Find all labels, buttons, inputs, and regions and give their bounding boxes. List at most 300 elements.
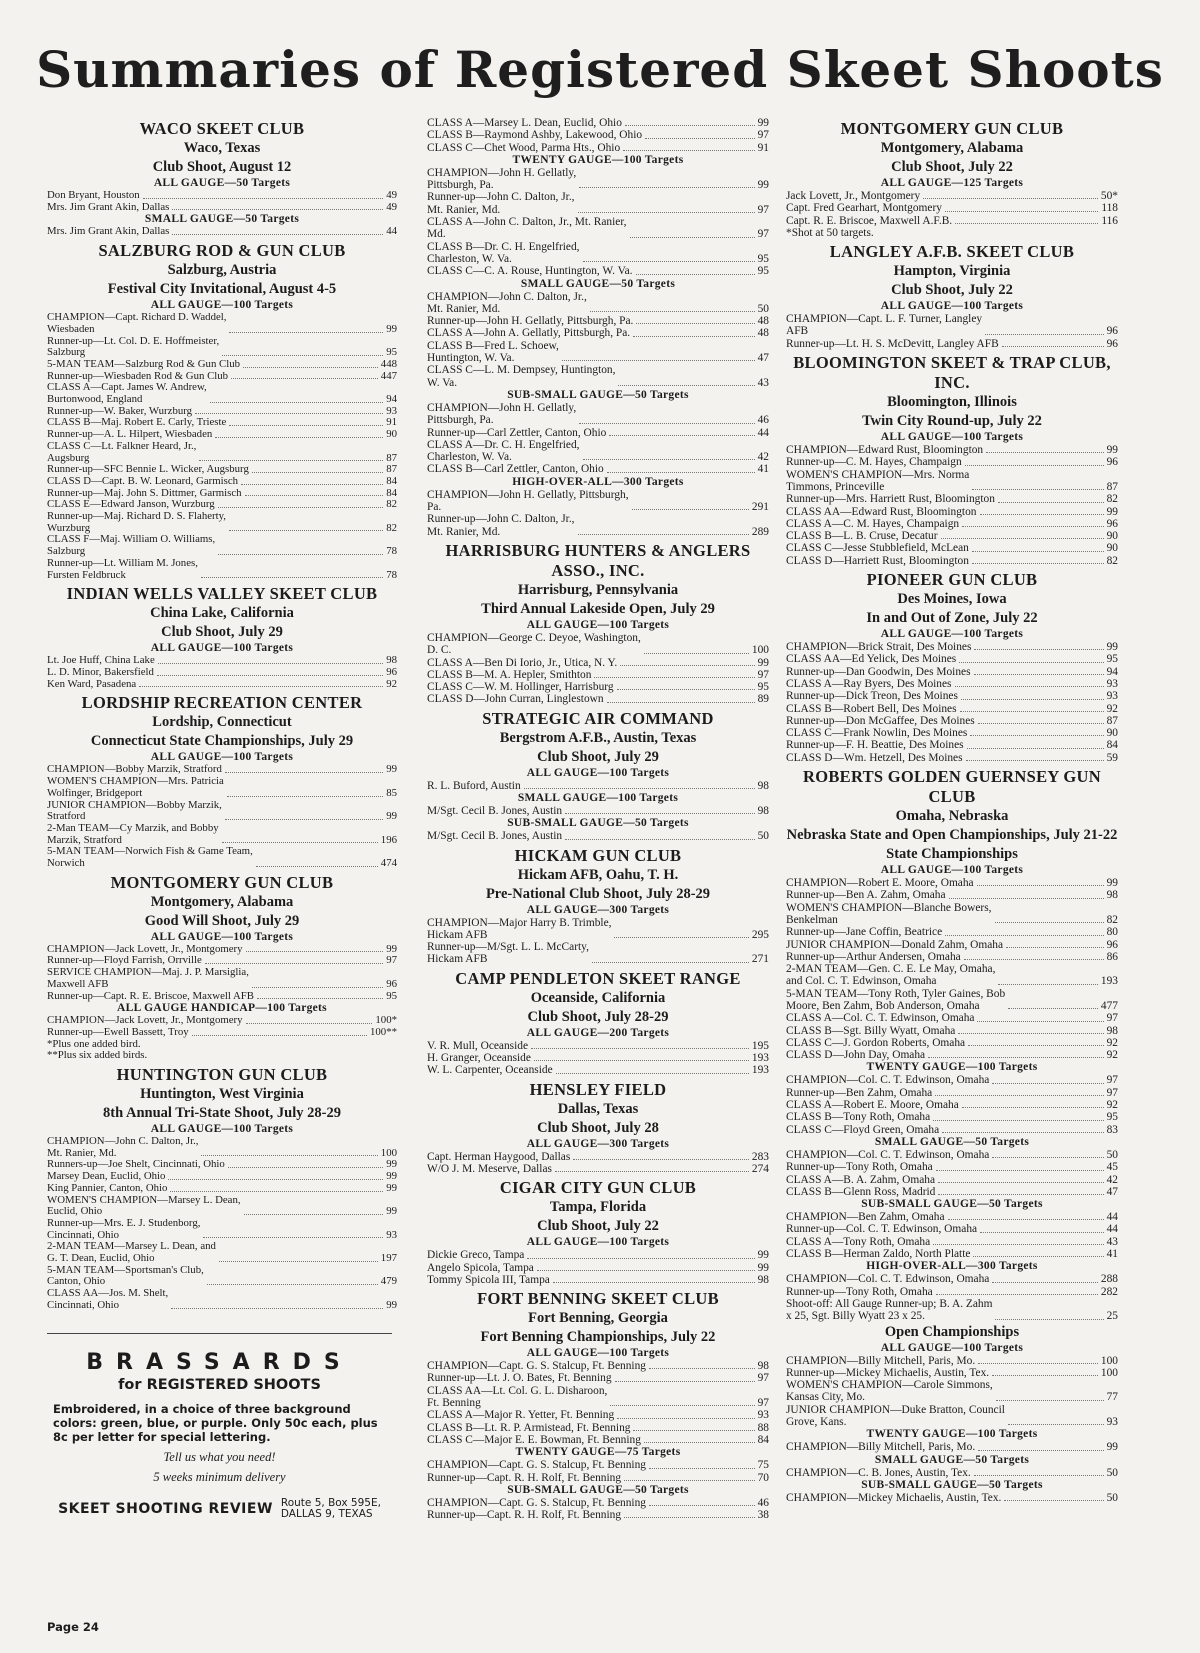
leader-dots (231, 378, 378, 379)
leader-dots (229, 332, 383, 333)
leader-dots (172, 234, 383, 235)
result-row (427, 463, 769, 475)
result-row (786, 506, 1118, 518)
shooter-entry: W/O J. M. Meserve, Dallas (427, 1162, 552, 1175)
leader-dots (972, 489, 1103, 490)
score: 100 (751, 644, 769, 657)
result-row (786, 190, 1118, 202)
leader-dots (960, 711, 1104, 712)
result-row (786, 1223, 1118, 1235)
leader-dots (973, 1256, 1103, 1257)
shooter-entry: Runner-up—Jane Coffin, Beatrice (786, 926, 943, 939)
result-row (786, 542, 1118, 554)
leader-dots (219, 1261, 378, 1262)
leader-dots (977, 1021, 1103, 1022)
leader-dots (195, 413, 383, 414)
shooter-entry: Runner-up—Maj. John S. Dittmer, Garmisch (47, 486, 242, 499)
shooter-entry: CHAMPION—John H. Gellatly, Pittsburgh, Pa. (427, 166, 577, 192)
shooter-entry: Dickie Greco, Tampa (427, 1249, 525, 1262)
shooter-entry: Capt. Fred Gearhart, Montgomery (786, 202, 942, 215)
shooter-entry: Runner-up—W. Baker, Wurzburg (47, 404, 193, 417)
result-row (427, 1434, 769, 1446)
score: 193 (1100, 975, 1118, 988)
leader-dots (615, 1381, 755, 1382)
leader-dots (556, 1073, 749, 1074)
shooter-entry: Runner-up—F. H. Beattie, Des Moines (786, 739, 964, 752)
shooter-entry: CLASS F—Maj. William O. Williams, Salzburg (47, 533, 216, 558)
shooter-entry: CLASS C—L. M. Dempsey, Huntington, W. Va. (427, 364, 616, 389)
score: 295 (751, 928, 769, 941)
gauge-heading: ALL GAUGE—100 Targets (526, 766, 670, 779)
score: 38 (757, 1509, 769, 1522)
leader-dots (945, 211, 1098, 212)
leader-dots (228, 1167, 383, 1168)
club-location: Waco, Texas (183, 140, 261, 156)
event-title: Connecticut State Championships, July 29 (90, 733, 354, 750)
shooter-entry: CLASS C—J. Gordon Roberts, Omaha (786, 1036, 966, 1049)
shooter-entry: CLASS AA—Lt. Col. G. L. Disharoon, Ft. Benning (427, 1384, 608, 1410)
result-row (427, 1422, 769, 1434)
result-row (47, 336, 397, 359)
gauge-heading: ALL GAUGE—125 Targets (880, 177, 1024, 189)
score: 96 (386, 977, 397, 990)
shooter-entry: CLASS AA—Jos. M. Shelt, Cincinnati, Ohio (47, 1287, 169, 1311)
leader-dots (632, 509, 749, 510)
shooter-entry: CHAMPION—Billy Mitchell, Paris, Mo. (786, 1441, 976, 1454)
leader-dots (633, 336, 754, 337)
leader-dots (980, 514, 1104, 515)
event-title: Club Shoot, July 22 (537, 1218, 659, 1235)
shooter-entry: CLASS A—John A. Gellatly, Pittsburgh, Pa. (427, 327, 631, 340)
leader-dots (1002, 346, 1104, 347)
result-row (47, 382, 397, 405)
shooter-entry: CLASS D—John Curran, Linglestown (427, 693, 604, 706)
leader-dots (644, 1442, 755, 1443)
shooter-entry: JUNIOR CHAMPION—Duke Bratton, Council Grove, Kans. (786, 1403, 1005, 1428)
leader-dots (168, 1179, 383, 1180)
club-name: PIONEER GUN CLUB (866, 570, 1038, 590)
score: 95 (757, 252, 769, 265)
leader-dots (649, 1468, 755, 1469)
result-row (47, 534, 397, 557)
score: 100 (380, 1146, 397, 1159)
score: 91 (386, 416, 397, 429)
shooter-entry: Runner-up—Carl Zettler, Canton, Ohio (427, 426, 607, 439)
leader-dots (978, 1450, 1103, 1451)
result-row (427, 1064, 769, 1076)
leader-dots (553, 1282, 755, 1283)
result-row (786, 469, 1118, 494)
score: 96 (1106, 517, 1118, 530)
score: 82 (386, 498, 397, 511)
shooter-entry: WOMEN'S CHAMPION—Mrs. Norma Timmons, Princeville (786, 468, 970, 493)
leader-dots (222, 842, 378, 843)
leader-dots (625, 125, 755, 126)
score: 44 (1106, 1223, 1118, 1236)
leader-dots (527, 1258, 754, 1259)
leader-dots (624, 1480, 755, 1481)
score: 90 (1106, 542, 1118, 555)
result-row (786, 1248, 1118, 1260)
shooter-entry: CHAMPION—Capt. L. F. Turner, Langley AFB (786, 313, 983, 338)
shooter-entry: Mrs. Jim Grant Akin, Dallas (47, 225, 170, 238)
result-row (47, 312, 397, 335)
shooter-entry: CHAMPION—George C. Deyoe, Washington, D. C. (427, 631, 641, 657)
result-row (786, 1012, 1118, 1024)
shooter-entry: Runner-up—Tony Roth, Omaha (786, 1161, 933, 1174)
result-row (427, 142, 769, 154)
gauge-heading: ALL GAUGE—100 Targets (526, 1236, 670, 1249)
result-row (786, 889, 1118, 901)
result-row (427, 241, 769, 266)
leader-dots (630, 237, 755, 238)
gauge-heading: ALL GAUGE—100 Targets (526, 1347, 670, 1360)
result-row (427, 129, 769, 141)
leader-dots (945, 935, 1103, 936)
score: 479 (380, 1275, 397, 1288)
score: 49 (386, 189, 397, 201)
result-row (427, 265, 769, 277)
club-name: BLOOMINGTON SKEET & TRAP CLUB, INC. (793, 353, 1111, 393)
shooter-entry: CHAMPION—Jack Lovett, Jr., Montgomery (47, 1014, 243, 1027)
shooter-entry: CLASS B—Lt. R. P. Armistead, Ft. Benning (427, 1421, 631, 1434)
score: 43 (1106, 1235, 1118, 1248)
leader-dots (962, 526, 1104, 527)
result-row (427, 327, 769, 339)
gauge-heading: ALL GAUGE—100 Targets (150, 1123, 294, 1136)
result-row (786, 1379, 1118, 1404)
event-title: 8th Annual Tri-State Shoot, July 28-29 (103, 1105, 341, 1122)
shooter-entry: Runner-up—John C. Dalton, Jr., Mt. Ranier, Md. (427, 513, 575, 538)
score: 97 (757, 203, 769, 216)
score: 97 (757, 1372, 769, 1385)
result-row (786, 739, 1118, 751)
leader-dots (942, 1132, 1103, 1133)
gauge-heading: SMALL GAUGE—50 Targets (874, 1453, 1030, 1466)
shooter-entry: Runner-up—Maj. Richard D. S. Flaherty, Wurzburg (47, 510, 227, 534)
leader-dots (578, 534, 749, 535)
club-location: Montgomery, Alabama (880, 140, 1024, 156)
leader-dots (996, 1400, 1104, 1401)
score: 474 (380, 857, 397, 870)
result-row (47, 511, 397, 534)
ad-address-line-2: DALLAS 9, TEXAS (280, 1508, 373, 1520)
result-row (786, 1087, 1118, 1099)
score: 99 (386, 763, 397, 776)
shooter-entry: Runner-up—Ben A. Zahm, Omaha (786, 889, 946, 902)
club-name: HUNTINGTON GUN CLUB (116, 1065, 328, 1085)
score: 90 (386, 428, 397, 441)
leader-dots (562, 360, 755, 361)
leader-dots (992, 1282, 1098, 1283)
gauge-heading: SUB-SMALL GAUGE—50 Targets (507, 388, 689, 401)
shooter-entry: CLASS A—Capt. James W. Andrew, Burtonwood, England (47, 381, 207, 406)
shooter-entry: CLASS B—Robert Bell, Des Moines (786, 702, 957, 715)
leader-dots (644, 653, 749, 654)
shooter-entry: 2-Man TEAM—Cy Marzik, and Bobby Marzik, Stratford (47, 821, 219, 846)
shooter-entry: Runner-up—Lt. William M. Jones, Fursten Feldbruck (47, 556, 198, 581)
shooter-entry: CHAMPION—Capt. Richard D. Waddel, Wiesbaden (47, 311, 227, 335)
club-name: LANGLEY A.F.B. SKEET CLUB (829, 242, 1075, 262)
shooter-entry: Runner-up—Lt. H. S. McDevitt, Langley AFB (786, 337, 999, 350)
leader-dots (229, 425, 383, 426)
gauge-heading: ALL GAUGE—100 Targets (150, 299, 294, 312)
shooter-entry: CLASS C—C. A. Rouse, Huntington, W. Va. (427, 265, 633, 278)
shooter-entry: Ken Ward, Pasadena (47, 677, 137, 690)
score: 116 (1101, 214, 1118, 227)
score: 95 (757, 265, 769, 278)
shooter-entry: King Pannier, Canton, Ohio (47, 1181, 168, 1194)
score: 99 (386, 942, 397, 955)
result-row (427, 669, 769, 681)
result-row (427, 1497, 769, 1509)
score: 84 (386, 486, 397, 499)
leader-dots (985, 334, 1104, 335)
score: 46 (757, 414, 769, 427)
score: 99 (386, 1298, 397, 1311)
shooter-entry: WOMEN'S CHAMPION—Marsey L. Dean, Euclid, Ohio (47, 1193, 241, 1218)
leader-dots (534, 1060, 749, 1061)
club-block (427, 1289, 769, 1521)
shooter-entry: Don Bryant, Houston (47, 189, 140, 201)
leader-dots (970, 735, 1103, 736)
shooter-entry: Runner-up—C. M. Hayes, Champaign (786, 456, 962, 469)
leader-dots (1006, 947, 1104, 948)
score: 98 (757, 804, 769, 817)
score: 96 (1106, 337, 1118, 350)
result-row (786, 877, 1118, 889)
score: 193 (751, 1064, 769, 1077)
leader-dots (203, 1237, 383, 1238)
leader-dots (974, 674, 1104, 675)
leader-dots (618, 385, 754, 386)
leader-dots (583, 459, 755, 460)
shooter-entry: CHAMPION—Brick Strait, Des Moines (786, 641, 972, 654)
club-block (47, 1065, 397, 1312)
leader-dots (201, 1155, 377, 1156)
leader-dots (245, 495, 384, 496)
score: 84 (1106, 739, 1118, 752)
result-row (786, 1161, 1118, 1173)
ad-address-block (47, 1498, 392, 1520)
leader-dots (578, 212, 755, 213)
result-row (427, 1509, 769, 1521)
result-row (47, 1218, 397, 1241)
shooter-entry: JUNIOR CHAMPION—Bobby Marzik, Stratford (47, 798, 222, 823)
club-location: Oceanside, California (530, 989, 666, 1006)
score: 25 (1106, 1310, 1118, 1323)
score: 99 (1106, 877, 1118, 890)
leader-dots (171, 1308, 383, 1309)
club-location: Omaha, Nebraska (895, 808, 1009, 825)
score: 447 (380, 369, 397, 382)
club-location: Bloomington, Illinois (887, 394, 1017, 411)
leader-dots (633, 1430, 754, 1431)
club-location: Bergstrom A.F.B., Austin, Texas (499, 729, 697, 746)
shooter-entry: CLASS A—Marsey L. Dean, Euclid, Ohio (427, 117, 622, 129)
shooter-entry: CHAMPION—Billy Mitchell, Paris, Mo. (786, 1354, 976, 1367)
gauge-heading: HIGH-OVER-ALL—300 Targets (512, 475, 684, 488)
score: 45 (1106, 1161, 1118, 1174)
club-block (47, 241, 397, 581)
gauge-heading: SUB-SMALL GAUGE—50 Targets (861, 1478, 1043, 1491)
leader-dots (620, 665, 754, 666)
leader-dots (645, 138, 755, 139)
result-row (786, 666, 1118, 678)
score: 93 (1106, 1416, 1118, 1428)
shooter-entry: Runner-up—Wiesbaden Rod & Gun Club (47, 369, 229, 382)
score: 99 (386, 1205, 397, 1218)
leader-dots (980, 1232, 1104, 1233)
shooter-entry: CLASS C—Frank Nowlin, Des Moines (786, 727, 968, 740)
shooter-entry: Runner-up—Capt. R. E. Briscoe, Maxwell AFB (47, 989, 255, 1002)
score: 95 (386, 989, 397, 1002)
leader-dots (205, 963, 383, 964)
leader-dots (244, 1214, 384, 1215)
club-block (47, 584, 397, 690)
gauge-heading: ALL GAUGE—100 Targets (880, 300, 1024, 313)
leader-dots (978, 723, 1104, 724)
leader-dots (565, 813, 754, 814)
leader-dots (972, 551, 1104, 552)
shooter-entry: CLASS D—Capt. B. W. Leonard, Garmisch (47, 474, 239, 487)
gauge-heading: SMALL GAUGE—50 Targets (874, 1135, 1030, 1148)
result-row (427, 681, 769, 693)
ad-address (281, 1498, 381, 1520)
score: 92 (1106, 1049, 1118, 1062)
gauge-heading: SMALL GAUGE—50 Targets (144, 213, 300, 226)
leader-dots (222, 355, 383, 356)
result-row (47, 1195, 397, 1218)
leader-dots (974, 649, 1103, 650)
result-row (427, 917, 769, 942)
score: 50 (1106, 1491, 1118, 1504)
score: 93 (1106, 677, 1118, 690)
shooter-entry: SERVICE CHAMPION—Maj. J. P. Marsiglia, Maxwell AFB (47, 966, 249, 990)
score: 43 (757, 376, 769, 389)
shooter-entry: Runner-up—Don McGaffee, Des Moines (786, 714, 975, 727)
leader-dots (207, 1284, 378, 1285)
result-row (47, 558, 397, 581)
shooter-entry: 5-MAN TEAM—Tony Roth, Tyler Gaines, Bob Moore, Ben Zahm, Bob Anderson, Omaha (786, 987, 1006, 1012)
shooter-entry: 5-MAN TEAM—Sportsman's Club, Canton, Ohio (47, 1263, 204, 1288)
score: 96 (1106, 938, 1118, 951)
shooter-entry: Runner-up—M/Sgt. L. L. McCarty, Hickam AFB (427, 941, 589, 966)
score: 282 (1100, 1285, 1118, 1298)
shooter-entry: W. L. Carpenter, Oceanside (427, 1064, 553, 1077)
club-location: Montgomery, Alabama (150, 893, 294, 910)
shooter-entry: CLASS AA—Ed Yelick, Des Moines (786, 653, 957, 666)
shooter-entry: CLASS A—Major R. Yetter, Ft. Benning (427, 1409, 615, 1422)
score: 98 (757, 1360, 769, 1373)
shooter-entry: Runner-up—Lt. Col. D. E. Hoffmeister, Salzburg (47, 334, 220, 359)
shooter-entry: CLASS A—Dr. C. H. Engelfried, Charleston, W. Va. (427, 438, 580, 464)
result-row (786, 988, 1118, 1013)
result-row (427, 805, 769, 817)
club-name: SALZBURG ROD & GUN CLUB (98, 241, 346, 261)
gauge-heading: ALL GAUGE—100 Targets (880, 431, 1024, 444)
leader-dots (974, 1475, 1104, 1476)
shooter-entry: CLASS A—B. A. Zahm, Omaha (786, 1173, 936, 1186)
result-row (47, 202, 397, 214)
score: 99 (386, 1170, 397, 1183)
score: 96 (1106, 456, 1118, 469)
result-row (786, 1111, 1118, 1123)
leader-dots (229, 530, 383, 531)
shooter-entry: 5-MAN TEAM—Salzburg Rod & Gun Club (47, 357, 241, 370)
leader-dots (961, 699, 1104, 700)
result-row (786, 338, 1118, 350)
leader-dots (243, 367, 378, 368)
score: 82 (386, 521, 397, 534)
leader-dots (594, 677, 754, 678)
footnote: *Shot at 50 targets. (786, 226, 874, 239)
club-location: Tampa, Florida (549, 1199, 647, 1216)
shooter-entry: CLASS C—Chet Wood, Parma Hts., Ohio (427, 141, 621, 154)
leader-dots (607, 472, 755, 473)
leader-dots (978, 1363, 1098, 1364)
shooter-entry: L. D. Minor, Bakersfield (47, 665, 154, 678)
leader-dots (617, 689, 755, 690)
result-row (786, 518, 1118, 530)
gauge-heading: TWENTY GAUGE—100 Targets (866, 1428, 1038, 1441)
score: 99 (757, 117, 769, 129)
shooter-entry: Runner-up—Capt. R. H. Rolf, Ft. Benning (427, 1509, 622, 1522)
shooter-entry: Runner-up—SFC Bennie L. Wicker, Augsburg (47, 463, 249, 476)
result-row (427, 693, 769, 705)
score: 291 (751, 501, 769, 514)
shooter-entry: Jack Lovett, Jr., Montgomery (786, 190, 921, 202)
club-block (47, 119, 397, 238)
score: 271 (751, 953, 769, 966)
shooter-entry: Capt. R. E. Briscoe, Maxwell A.F.B. (786, 214, 953, 227)
shooter-entry: CHAMPION—John C. Dalton, Jr., Mt. Ranier, Md. (47, 1135, 199, 1159)
score: 49 (386, 200, 397, 213)
score: 97 (757, 129, 769, 142)
shooter-entry: CLASS D—Harriett Rust, Bloomington (786, 554, 969, 567)
club-name: HENSLEY FIELD (529, 1079, 667, 1099)
result-row (786, 1025, 1118, 1037)
gauge-heading: SMALL GAUGE—50 Targets (520, 277, 676, 290)
result-row (427, 632, 769, 657)
shooter-entry: Shoot-off: All Gauge Runner-up; B. A. Zahm x 25, Sgt. Billy Wyatt 23 x 25. (786, 1297, 993, 1323)
score: 97 (386, 954, 397, 967)
club-block (786, 353, 1118, 567)
result-row (427, 1409, 769, 1421)
score: 96 (1106, 325, 1118, 338)
leader-dots (139, 686, 383, 687)
shooter-entry: CLASS B—Herman Zaldo, North Platte (786, 1248, 971, 1261)
club-name: INDIAN WELLS VALLEY SKEET CLUB (66, 584, 378, 604)
score: 93 (757, 1409, 769, 1422)
shooter-entry: Marsey Dean, Euclid, Ohio (47, 1170, 166, 1183)
score: 99 (1106, 641, 1118, 654)
shooter-entry: CLASS B—Dr. C. H. Engelfried, Charleston, W. Va. (427, 240, 580, 265)
result-row (786, 939, 1118, 951)
leader-dots (225, 819, 383, 820)
score: 47 (1106, 1185, 1118, 1198)
club-location: Des Moines, Iowa (897, 591, 1007, 608)
club-block (47, 873, 397, 1062)
result-row (427, 1459, 769, 1471)
gauge-heading: ALL GAUGE—100 Targets (150, 930, 294, 943)
shooter-entry: Runner-up—Ben Zahm, Omaha (786, 1086, 933, 1099)
club-name: ROBERTS GOLDEN GUERNSEY GUN CLUB (802, 767, 1101, 807)
leader-dots (157, 675, 383, 676)
score: 100 (1100, 1366, 1118, 1379)
shooter-entry: CLASS C—Floyd Green, Omaha (786, 1123, 940, 1136)
shooter-entry: CHAMPION—Edward Rust, Bloomington (786, 444, 984, 457)
